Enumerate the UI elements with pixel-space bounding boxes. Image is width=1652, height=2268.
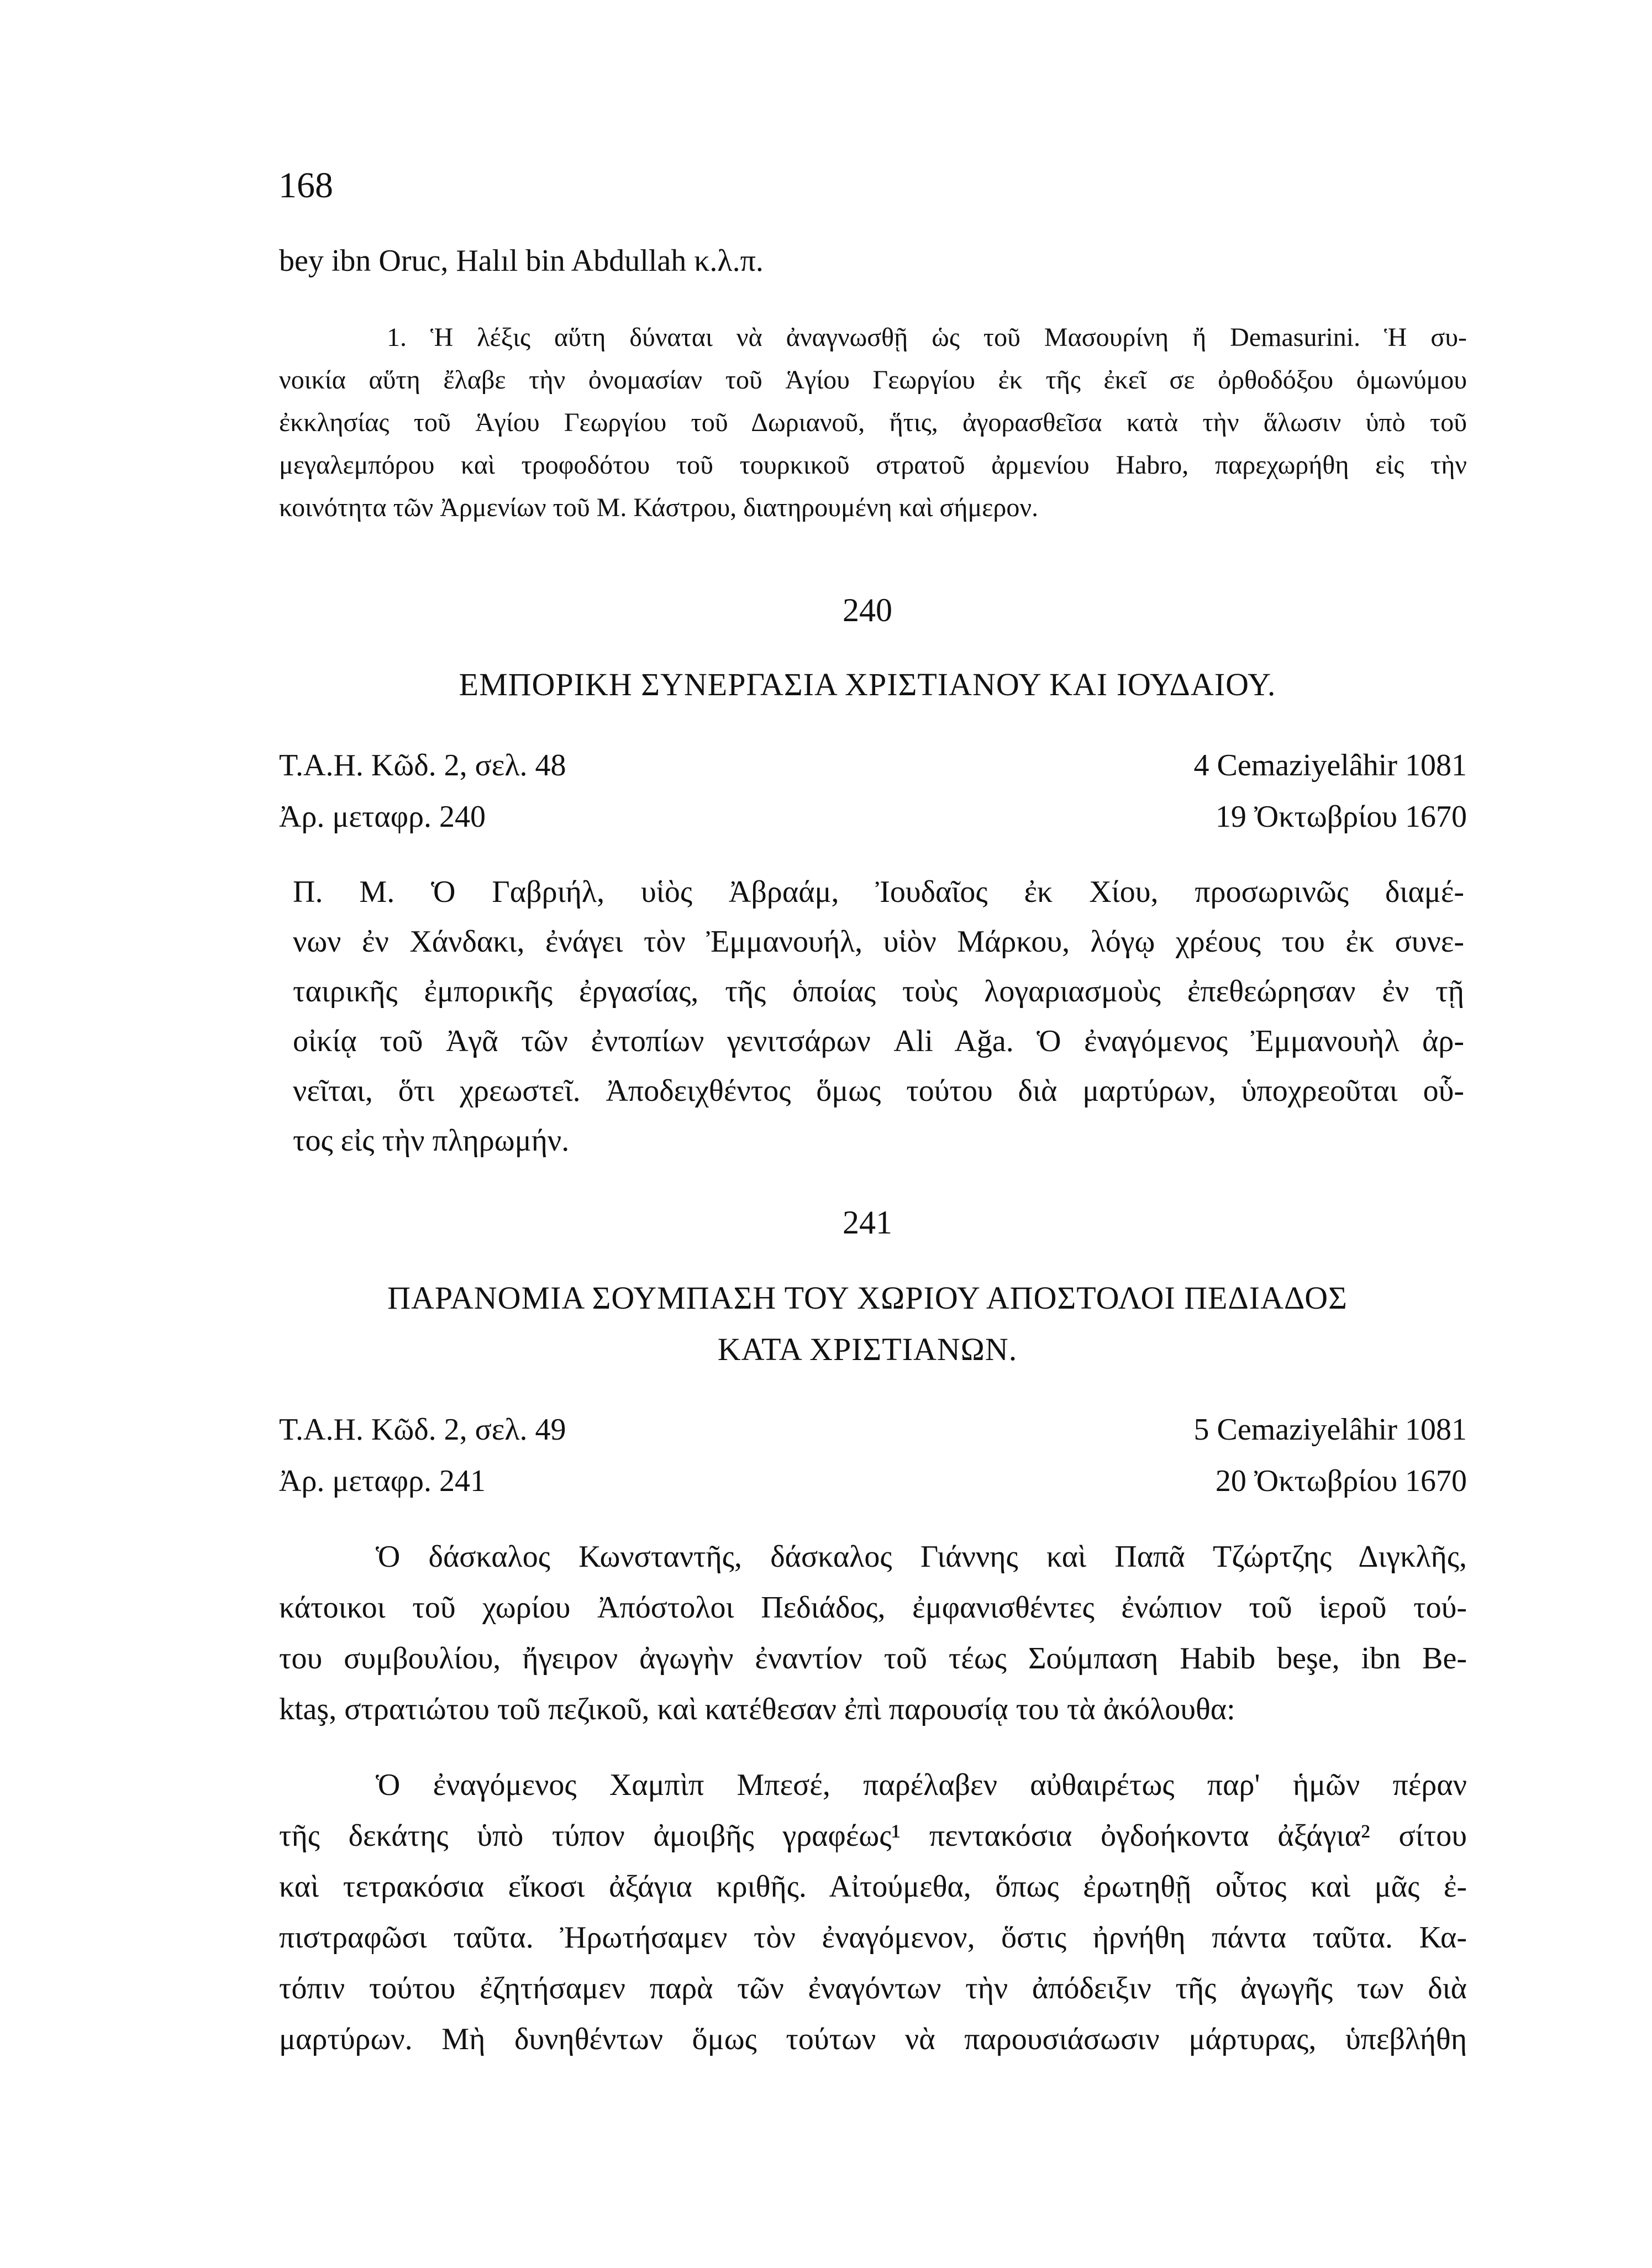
translation-number: Ἀρ. μεταφρ. 240 xyxy=(279,800,486,834)
body-line: νων ἐν Χάνδακι, ἐνάγει τὸν Ἐμμανουήλ, υἱὸν Μάρκου, λόγῳ χρέους του ἐκ συνε- xyxy=(293,925,1464,959)
body-line: τῆς δεκάτης ὑπὸ τύπον ἀμοιβῆς γραφέως¹ πεντακόσια ὀγδοήκοντα ἀξάγια² σίτου xyxy=(279,1819,1467,1853)
entry-title-continued: ΚΑΤΑ ΧΡΙΣΤΙΑΝΩΝ. xyxy=(717,1331,1018,1367)
entry-number: 241 xyxy=(843,1204,892,1241)
body-line: μαρτύρων. Μὴ δυνηθέντων ὅμως τούτων νὰ παρουσιάσωσιν μάρτυρας, ὑπεβλήθη xyxy=(279,2022,1467,2056)
body-line: ταιρικῆς ἐμπορικῆς ἐργασίας, τῆς ὁποίας τοὺς λογαριασμοὺς ἐπεθεώρησαν ἐν τῇ xyxy=(293,974,1464,1009)
body-line: πιστραφῶσι ταῦτα. Ἠρωτήσαμεν τὸν ἐναγόμενον, ὅστις ἠρνήθη πάντα ταῦτα. Κα- xyxy=(279,1920,1467,1955)
body-line: Ὁ ἐναγόμενος Χαμπὶπ Μπεσέ, παρέλαβεν αὐθαιρέτως παρ' ἡμῶν πέραν xyxy=(376,1768,1467,1802)
body-line: Π. Μ. Ὁ Γαβριήλ, υἱὸς Ἀβραάμ, Ἰουδαῖος ἐκ Χίου, προσωρινῶς διαμέ- xyxy=(293,875,1464,909)
entry-title: ΕΜΠΟΡΙΚΗ ΣΥΝΕΡΓΑΣΙΑ ΧΡΙΣΤΙΑΝΟΥ ΚΑΙ ΙΟΥΔΑΙΟΥ. xyxy=(459,666,1276,702)
hijri-date: 4 Cemaziyelâhir 1081 xyxy=(1193,748,1467,783)
entry-number: 240 xyxy=(843,592,892,628)
body-line: νεῖται, ὅτι χρεωστεῖ. Ἀποδειχθέντος ὅμως τούτου διὰ μαρτύρων, ὑποχρεοῦται οὗ- xyxy=(293,1074,1464,1108)
footnote-line: ἐκκλησίας τοῦ Ἁγίου Γεωργίου τοῦ Δωριανοῦ, ἥτις, ἀγορασθεῖσα κατὰ τὴν ἅλωσιν ὑπὸ τοῦ xyxy=(279,408,1467,437)
gregorian-date: 19 Ὀκτωβρίου 1670 xyxy=(1215,800,1467,834)
footnote-line: 1. Ἡ λέξις αὕτη δύναται νὰ ἀναγνωσθῇ ὡς τοῦ Μασουρίνη ἤ Demasurini. Ἡ συ- xyxy=(387,323,1467,352)
footnote-line: νοικία αὕτη ἔλαβε τὴν ὀνομασίαν τοῦ Ἁγίου Γεωργίου ἐκ τῆς ἐκεῖ σε ὀρθοδόξου ὁμωνύμου xyxy=(279,365,1467,395)
translation-number: Ἀρ. μεταφρ. 241 xyxy=(279,1464,486,1498)
body-line: Ὁ δάσκαλος Κωνσταντῆς, δάσκαλος Γιάννης καὶ Παπᾶ Τζώρτζης Διγκλῆς, xyxy=(376,1540,1467,1574)
entry-title: ΠΑΡΑΝΟΜΙΑ ΣΟΥΜΠΑΣΗ ΤΟΥ ΧΩΡΙΟΥ ΑΠΟΣΤΟΛΟΙ ΠΕΔΙΑΔΟΣ xyxy=(387,1280,1348,1316)
body-line: τόπιν τούτου ἐζητήσαμεν παρὰ τῶν ἐναγόντων τὴν ἀπόδειξιν τῆς ἀγωγῆς των διὰ xyxy=(279,1971,1467,2006)
hijri-date: 5 Cemaziyelâhir 1081 xyxy=(1193,1413,1467,1447)
archive-reference: Τ.Α.Η. Κῶδ. 2, σελ. 48 xyxy=(279,748,566,783)
footnote-line: κοινότητα τῶν Ἀρμενίων τοῦ Μ. Κάστρου, διατηρουμένη καὶ σήμερον. xyxy=(279,493,1039,522)
body-line: κάτοικοι τοῦ χωρίου Ἀπόστολοι Πεδιάδος, ἐμφανισθέντες ἐνώπιον τοῦ ἱεροῦ τού- xyxy=(279,1590,1467,1625)
archive-reference: Τ.Α.Η. Κῶδ. 2, σελ. 49 xyxy=(279,1413,566,1447)
body-line: καὶ τετρακόσια εἴκοσι ἀξάγια κριθῆς. Αἰτούμεθα, ὅπως ἐρωτηθῇ οὗτος καὶ μᾶς ἐ- xyxy=(279,1870,1467,1904)
body-line: ktaş, στρατιώτου τοῦ πεζικοῦ, καὶ κατέθεσαν ἐπὶ παρουσίᾳ του τὰ ἀκόλουθα: xyxy=(279,1692,1235,1726)
body-line: οἰκίᾳ τοῦ Ἀγᾶ τῶν ἐντοπίων γενιτσάρων Ali Ağa. Ὁ ἐναγόμενος Ἐμμανουὴλ ἀρ- xyxy=(293,1024,1464,1058)
body-line: τος εἰς τὴν πληρωμήν. xyxy=(293,1124,570,1158)
footnote-line: μεγαλεμπόρου καὶ τροφοδότου τοῦ τουρκικοῦ στρατοῦ ἀρμενίου Habro, παρεχωρήθη εἰς τὴν xyxy=(279,450,1467,480)
gregorian-date: 20 Ὀκτωβρίου 1670 xyxy=(1215,1464,1467,1498)
page-number: 168 xyxy=(278,165,333,206)
body-line: του συμβουλίου, ἤγειρον ἀγωγὴν ἐναντίον τοῦ τέως Σούμπαση Habib beşe, ibn Be- xyxy=(279,1641,1467,1676)
top-line: bey ibn Oruc, Halıl bin Abdullah κ.λ.π. xyxy=(279,244,764,278)
